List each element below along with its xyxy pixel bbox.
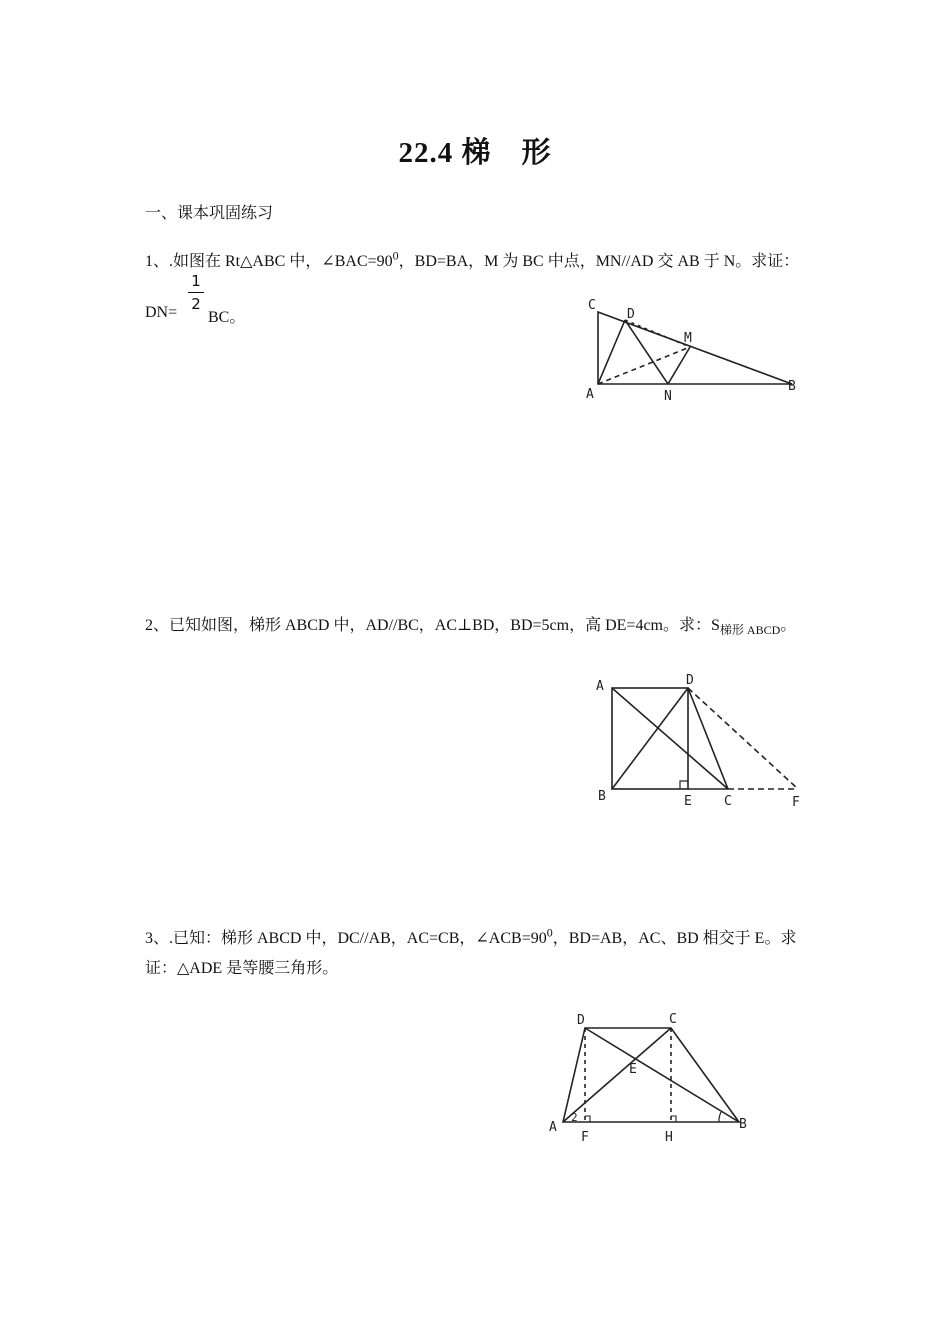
q1-label-d: D bbox=[627, 307, 635, 322]
q3-diagonal-bd bbox=[585, 1028, 739, 1122]
q1-frac-bar bbox=[188, 292, 204, 293]
q2-line bbox=[145, 612, 796, 638]
q2-segment-dc bbox=[688, 688, 728, 789]
q2-diagonal-ac bbox=[612, 688, 728, 789]
q2-right-angle-mark bbox=[680, 781, 688, 789]
q1-label-n: N bbox=[664, 389, 672, 404]
q1-label-m: M bbox=[684, 331, 692, 346]
q3-label-e: E bbox=[629, 1062, 637, 1077]
q3-line1 bbox=[145, 925, 796, 948]
q2-sub: 梯形 ABCD bbox=[719, 623, 781, 638]
q2-diagonal-bd bbox=[612, 688, 688, 789]
q3-label-b: B bbox=[739, 1117, 747, 1132]
section-heading: 一、课本巩固练习 bbox=[145, 205, 274, 222]
q3-text-a: 3、.已知：梯形 ABCD 中，DC//AB，AC=CB，∠ACB=90 bbox=[145, 930, 547, 947]
page-title: 22.4 梯 形 bbox=[398, 137, 552, 169]
q1-label-c: C bbox=[588, 298, 596, 313]
q3-figure bbox=[545, 1005, 760, 1150]
q2-text: 2、已知如图，梯形 ABCD 中，AD//BC，AC⊥BD，BD=5cm，高 DE=4cm。求：S bbox=[145, 617, 720, 634]
q2-figure bbox=[590, 670, 815, 815]
q1-fraction bbox=[188, 272, 204, 313]
q1-label-b: B bbox=[788, 379, 796, 394]
q3-label-f: F bbox=[581, 1130, 589, 1145]
q1-line1 bbox=[145, 248, 799, 271]
q3-label-d: D bbox=[577, 1013, 585, 1028]
q2-end: 。 bbox=[780, 617, 797, 634]
q3-label-h: H bbox=[665, 1130, 673, 1145]
q2-label-e: E bbox=[684, 794, 692, 809]
q3-trapezoid-abcd bbox=[563, 1028, 739, 1122]
q1-segment-mn bbox=[668, 347, 690, 384]
q2-label-a: A bbox=[596, 679, 604, 694]
q3-line2: 证：△ADE 是等腰三角形。 bbox=[145, 960, 339, 977]
q2-label-d: D bbox=[686, 673, 694, 688]
q1-text-a: 1、.如图在 Rt△ABC 中，∠BAC=90 bbox=[145, 253, 393, 270]
q3-label-a: A bbox=[549, 1120, 557, 1135]
q3-text-b: ，BD=AB，AC、BD 相交于 E。求 bbox=[552, 930, 797, 947]
q2-label-c: C bbox=[724, 794, 732, 809]
q1-degree-sup: 0 bbox=[392, 248, 399, 263]
q1-text-b: ，BD=BA，M 为 BC 中点，MN//AD 交 AB 于 N。求证： bbox=[398, 253, 800, 270]
q1-figure bbox=[580, 292, 810, 407]
q3-label-c: C bbox=[669, 1012, 677, 1027]
q3-diagonal-ac bbox=[563, 1028, 671, 1122]
q3-angle-2-label: 2 bbox=[571, 1111, 578, 1124]
q2-label-b: B bbox=[598, 789, 606, 804]
q2-label-f: F bbox=[792, 795, 800, 810]
q1-bc-label: BC。 bbox=[208, 309, 246, 326]
q1-frac-num: 1 bbox=[191, 272, 201, 290]
q1-frac-den: 2 bbox=[191, 295, 201, 313]
q3-angle-mark-b bbox=[719, 1112, 721, 1122]
q1-dn-label: DN= bbox=[145, 304, 178, 321]
q2-segment-df-dashed bbox=[688, 688, 798, 789]
q1-label-a: A bbox=[586, 387, 594, 402]
q3-degree-sup: 0 bbox=[546, 925, 553, 940]
q1-segment-ad bbox=[598, 320, 625, 384]
